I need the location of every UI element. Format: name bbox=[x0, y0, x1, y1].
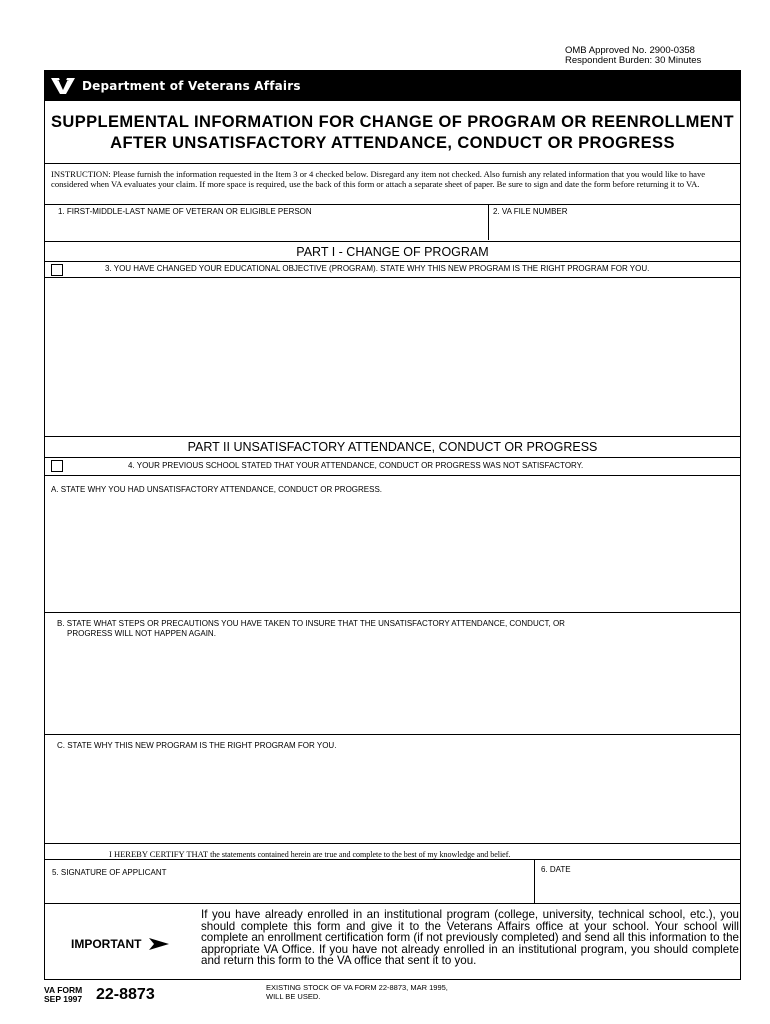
item4-checkbox[interactable] bbox=[51, 460, 63, 472]
divider bbox=[45, 612, 740, 613]
arrow-right-icon bbox=[149, 937, 169, 951]
form-revision-date: SEP 1997 bbox=[44, 994, 83, 1004]
existing-stock-note bbox=[266, 984, 448, 1001]
existing-stock-line1: EXISTING STOCK OF VA FORM 22-8873, MAR 1995, bbox=[266, 983, 448, 992]
part1-title: PART I - CHANGE OF PROGRAM bbox=[296, 245, 489, 259]
important-label-text: IMPORTANT bbox=[71, 937, 142, 951]
certification-text: the statements contained herein are true and complete to the best of my knowledge and belief. bbox=[208, 850, 511, 859]
divider bbox=[45, 436, 740, 437]
divider bbox=[45, 475, 740, 476]
item3-label: 3. YOU HAVE CHANGED YOUR EDUCATIONAL OBJECTIVE (PROGRAM). STATE WHY THIS NEW PROGRAM IS THE RIGHT PROGRAM FOR YOU. bbox=[105, 264, 650, 273]
signature-label: 5. SIGNATURE OF APPLICANT bbox=[52, 868, 167, 877]
respondent-burden: Respondent Burden: 30 Minutes bbox=[565, 55, 702, 66]
form-body bbox=[44, 70, 741, 980]
signature-field[interactable] bbox=[45, 879, 534, 903]
item4-label: 4. YOUR PREVIOUS SCHOOL STATED THAT YOUR ATTENDANCE, CONDUCT OR PROGRESS WAS NOT SATISFACTORY. bbox=[128, 461, 584, 470]
important-notice: If you have already enrolled in an institutional program (college, university, technical school, etc.), you should complete this form and give it to the Veterans Affairs office at your school. Your school will complete an enrollment certification form (if not previously completed) and send all this information to the appropriate VA Office. If you have not already enrolled in an institutional program, you should complete and return this form to the VA office that sent it to you. bbox=[201, 908, 739, 968]
form-identifier bbox=[44, 986, 82, 1004]
divider bbox=[45, 261, 740, 262]
divider bbox=[45, 204, 740, 205]
divider bbox=[45, 163, 740, 164]
item-c-label: C. STATE WHY THIS NEW PROGRAM IS THE RIGHT PROGRAM FOR YOU. bbox=[57, 741, 337, 750]
form-number: 22-8873 bbox=[96, 986, 155, 1003]
certification-statement bbox=[109, 849, 510, 859]
divider bbox=[45, 903, 740, 904]
item-b-label-line2: PROGRESS WILL NOT HAPPEN AGAIN. bbox=[67, 629, 216, 638]
item3-response-area[interactable] bbox=[45, 278, 739, 435]
item-b-response-area[interactable] bbox=[45, 643, 739, 733]
item-c-response-area[interactable] bbox=[45, 753, 739, 843]
item-a-response-area[interactable] bbox=[45, 497, 739, 611]
certification-lead: I HEREBY CERTIFY THAT bbox=[109, 849, 209, 859]
form-label: VA FORM bbox=[44, 985, 83, 995]
va-file-number-field[interactable] bbox=[489, 217, 739, 240]
item-a-label: A. STATE WHY YOU HAD UNSATISFACTORY ATTENDANCE, CONDUCT OR PROGRESS. bbox=[51, 485, 383, 494]
form-title-line2: AFTER UNSATISFACTORY ATTENDANCE, CONDUCT OR PROGRESS bbox=[110, 134, 675, 152]
divider bbox=[45, 241, 740, 242]
department-name: Department of Veterans Affairs bbox=[82, 79, 301, 93]
veteran-name-field[interactable] bbox=[45, 217, 488, 240]
important-label bbox=[71, 937, 169, 951]
agency-header bbox=[45, 71, 740, 101]
existing-stock-line2: WILL BE USED. bbox=[266, 991, 321, 1001]
date-field[interactable] bbox=[535, 876, 739, 903]
divider bbox=[45, 843, 740, 844]
omb-approval bbox=[565, 46, 701, 66]
item-b-label-line1: B. STATE WHAT STEPS OR PRECAUTIONS YOU HAVE TAKEN TO INSURE THAT THE UNSATISFACTORY ATTENDANCE, CONDUCT, OR bbox=[57, 619, 565, 628]
omb-number: OMB Approved No. 2900-0358 bbox=[565, 45, 695, 56]
divider bbox=[45, 859, 740, 860]
item3-checkbox[interactable] bbox=[51, 264, 63, 276]
part2-title: PART II UNSATISFACTORY ATTENDANCE, CONDUCT OR PROGRESS bbox=[187, 440, 598, 454]
va-file-number-label: 2. VA FILE NUMBER bbox=[493, 207, 568, 216]
va-seal-icon bbox=[49, 75, 77, 97]
veteran-name-label: 1. FIRST-MIDDLE-LAST NAME OF VETERAN OR ELIGIBLE PERSON bbox=[58, 207, 312, 216]
form-title-line1: SUPPLEMENTAL INFORMATION FOR CHANGE OF PROGRAM OR REENROLLMENT bbox=[51, 113, 734, 131]
divider bbox=[45, 734, 740, 735]
form-title bbox=[45, 112, 740, 154]
divider bbox=[45, 457, 740, 458]
instruction-text: INSTRUCTION: Please furnish the information requested in the Item 3 or 4 checked below. Disregard any item not checked. Also furnish any related information that you would like to have considered when VA evaluates your claim. If more space is required, use the back of this form or attach a separate sheet of paper. Be sure to sign and date the form before returning it to VA. bbox=[51, 169, 706, 189]
item-b-label bbox=[57, 619, 565, 639]
date-label: 6. DATE bbox=[541, 865, 571, 874]
